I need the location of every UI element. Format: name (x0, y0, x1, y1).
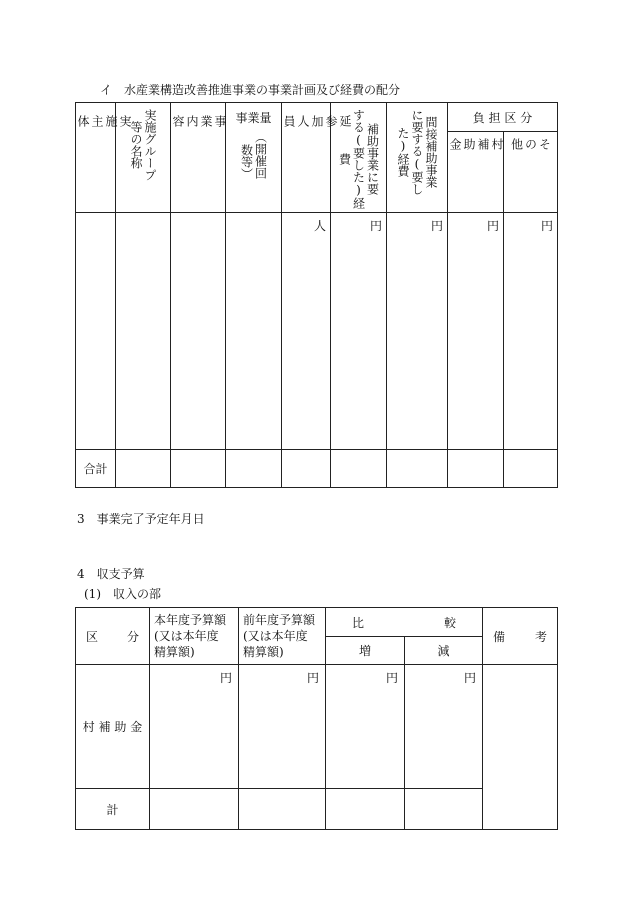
cell-group-name (116, 213, 171, 450)
header-sonota: そ の 他 (504, 132, 558, 213)
cell-gen-unit: 円 (405, 665, 483, 789)
cell-zou-unit: 円 (326, 665, 405, 789)
header-kubun-left: 区 (86, 629, 99, 644)
cell-hojo-keihi-unit: 円 (331, 213, 387, 450)
header-group-name: 実施グループ 等の名称 (116, 103, 171, 213)
total-cell (171, 450, 226, 488)
total-cell (504, 450, 558, 488)
header-jigyo-naiyo: 事 業 内 容 (171, 103, 226, 213)
total-cell (239, 789, 326, 830)
header-jigyoryo-label: 事業量 (235, 111, 272, 125)
cell-biko (483, 665, 558, 830)
header-hojo-keihi: 補助事業に要 する(要した)経 費 (331, 103, 387, 213)
header-kubun-right: 分 (126, 629, 139, 644)
row-label-son-hojokin: 村 補 助 金 (76, 665, 150, 789)
header-biko-left: 備 (493, 629, 506, 644)
cell-kansetsu-keihi-unit: 円 (387, 213, 448, 450)
cell-sonota-unit: 円 (504, 213, 558, 450)
total-cell (150, 789, 239, 830)
expense-plan-table (75, 102, 558, 488)
total-cell (226, 450, 282, 488)
total-cell (282, 450, 331, 488)
header-honnendo: 本年度予算額 (又は本年度 精算額) (150, 608, 239, 665)
header-hikaku (326, 608, 483, 637)
total-cell (331, 450, 387, 488)
section-title-i: イ 水産業構造改善推進事業の事業計画及び経費の配分 (100, 83, 401, 97)
header-kubun (76, 608, 150, 665)
income-table (75, 607, 558, 830)
total-label: 合計 (76, 450, 116, 488)
total-cell (405, 789, 483, 830)
section-3-heading: 3 事業完了予定年月日 (77, 512, 205, 526)
header-nobe-sanka: 延 参 加 人 員 (282, 103, 331, 213)
header-futan-kubun: 負 担 区 分 (448, 103, 558, 132)
header-gen: 減 (405, 637, 483, 665)
header-zou: 増 (326, 637, 405, 665)
total-cell (448, 450, 504, 488)
header-hikaku-right: 較 (443, 615, 456, 630)
total-cell (387, 450, 448, 488)
cell-zennendo-unit: 円 (239, 665, 326, 789)
total-cell (326, 789, 405, 830)
header-jigyoryo (226, 103, 282, 213)
header-biko-right: 考 (534, 629, 547, 644)
section-4-1-heading: (1) 収入の部 (84, 587, 161, 601)
header-hikaku-left: 比 (352, 615, 365, 630)
cell-jisshi-shutai (76, 213, 116, 450)
cell-jigyo-naiyo (171, 213, 226, 450)
header-zennendo: 前年度予算額 (又は本年度 精算額) (239, 608, 326, 665)
header-son-hojokin: 村 補 助 金 (448, 132, 504, 213)
header-jisshi-shutai: 実 施 主 体 (76, 103, 116, 213)
header-jigyoryo-sub: ︵開催回 数等︶ (239, 131, 268, 180)
total-cell (116, 450, 171, 488)
section-4-heading: 4 収支予算 (77, 567, 145, 581)
header-kansetsu-keihi: 間接補助事業 に要する(要し た)経費 (387, 103, 448, 213)
cell-nobe-sanka-unit: 人 (282, 213, 331, 450)
cell-jigyoryo (226, 213, 282, 450)
cell-honnendo-unit: 円 (150, 665, 239, 789)
cell-son-hojokin-unit: 円 (448, 213, 504, 450)
header-biko (483, 608, 558, 665)
total-label: 計 (76, 789, 150, 830)
